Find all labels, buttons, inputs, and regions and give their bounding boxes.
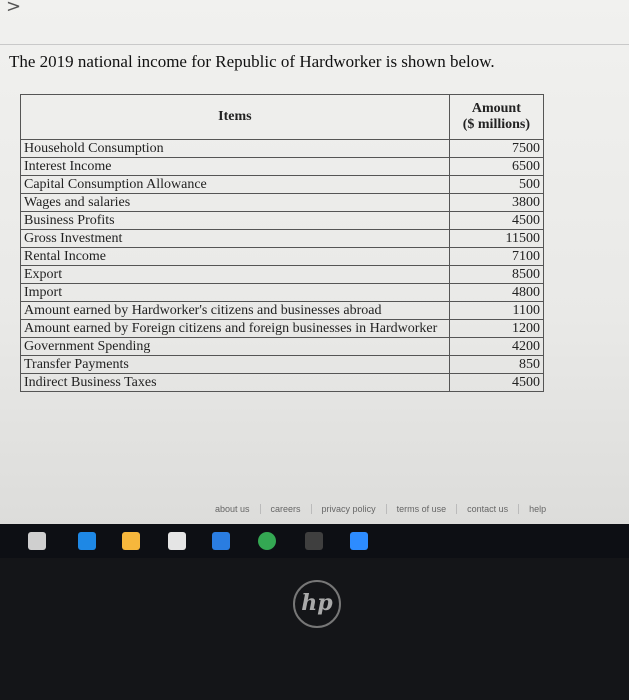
- table-row: [21, 176, 544, 194]
- table-row: [21, 158, 544, 176]
- chevron-right-icon[interactable]: >: [6, 0, 22, 17]
- table-row: [21, 356, 544, 374]
- row-amount: 850: [449, 356, 543, 374]
- row-amount: 500: [449, 176, 543, 194]
- row-item: Household Consumption: [21, 140, 450, 158]
- table-row: [21, 230, 544, 248]
- amount-header: [449, 95, 543, 140]
- footer-link[interactable]: privacy policy: [312, 504, 387, 514]
- table-row: [21, 320, 544, 338]
- table-row: [21, 284, 544, 302]
- row-amount: 3800: [449, 194, 543, 212]
- footer-link[interactable]: help: [529, 504, 547, 514]
- row-amount: 4800: [449, 284, 543, 302]
- store-icon[interactable]: [168, 532, 186, 550]
- footer-link[interactable]: terms of use: [387, 504, 458, 514]
- table-row: [21, 248, 544, 266]
- row-item: Amount earned by Hardworker's citizens and businesses abroad: [21, 302, 450, 320]
- row-item: Capital Consumption Allowance: [21, 176, 450, 194]
- row-item: Wages and salaries: [21, 194, 450, 212]
- row-amount: 4500: [449, 374, 543, 392]
- footer-link[interactable]: about us: [205, 504, 261, 514]
- zoom-icon[interactable]: [350, 532, 368, 550]
- table-row: [21, 374, 544, 392]
- table-row: [21, 338, 544, 356]
- app-icon[interactable]: [305, 532, 323, 550]
- row-amount: 7500: [449, 140, 543, 158]
- row-amount: 11500: [449, 230, 543, 248]
- row-amount: 8500: [449, 266, 543, 284]
- items-header: Items: [21, 95, 450, 140]
- footer-links: [205, 504, 556, 514]
- row-item: Gross Investment: [21, 230, 450, 248]
- row-item: Interest Income: [21, 158, 450, 176]
- row-item: Rental Income: [21, 248, 450, 266]
- row-item: Import: [21, 284, 450, 302]
- row-item: Indirect Business Taxes: [21, 374, 450, 392]
- row-item: Business Profits: [21, 212, 450, 230]
- footer-link[interactable]: contact us: [457, 504, 519, 514]
- row-item: Amount earned by Foreign citizens and foreign businesses in Hardworker: [21, 320, 450, 338]
- edge-icon[interactable]: [78, 532, 96, 550]
- row-amount: 7100: [449, 248, 543, 266]
- income-table: [20, 94, 544, 472]
- question-text: The 2019 national income for Republic of Hardworker is shown below.: [9, 52, 495, 71]
- row-amount: 4500: [449, 212, 543, 230]
- footer-link[interactable]: careers: [261, 504, 312, 514]
- row-amount: 6500: [449, 158, 543, 176]
- amount-header-line2: ($ millions): [462, 117, 531, 132]
- chrome-icon[interactable]: [258, 532, 276, 550]
- row-item: Transfer Payments: [21, 356, 450, 374]
- divider: [0, 44, 629, 45]
- taskbar: [0, 524, 629, 558]
- row-amount: 4200: [449, 338, 543, 356]
- row-item: Export: [21, 266, 450, 284]
- hp-logo: hp: [293, 580, 341, 628]
- table-row: [21, 302, 544, 320]
- mail-icon[interactable]: [212, 532, 230, 550]
- task-view-icon[interactable]: [28, 532, 46, 550]
- row-amount: 1100: [449, 302, 543, 320]
- amount-header-line1: Amount: [471, 101, 521, 116]
- table-row: [21, 212, 544, 230]
- file-explorer-icon[interactable]: [122, 532, 140, 550]
- table-row: [21, 194, 544, 212]
- row-item: Government Spending: [21, 338, 450, 356]
- row-amount: 1200: [449, 320, 543, 338]
- table-row: [21, 266, 544, 284]
- table-row: [21, 140, 544, 158]
